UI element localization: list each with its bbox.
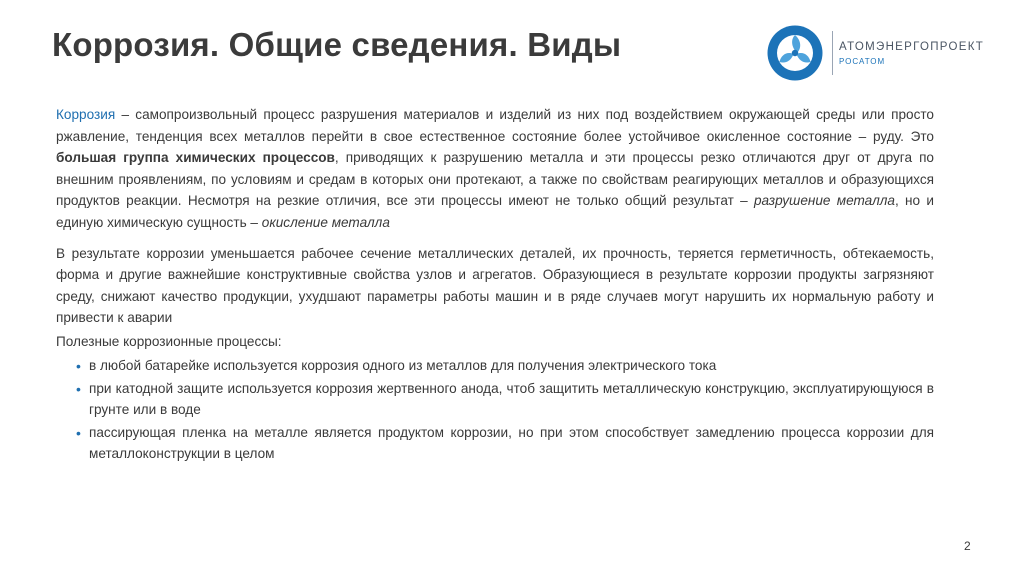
page-number: 2 <box>964 539 971 553</box>
useful-processes-heading: Полезные коррозионные процессы: <box>56 333 282 349</box>
definition-text-2: , приводящих к разрушению металла и эти процессы резко отличаются друг от друга по внешним проявлениям, по условиям и средам в которых они протекают, а также по свойствам реагирующих металлов и образующихся продуктов реакции. Несмотря на резкие отличия, все эти процессы имеют не только общий результат – <box>56 150 934 209</box>
definition-bold-phrase: большая группа химических процессов <box>56 150 335 166</box>
list-item-text: при катодной защите используется коррозия жертвенного анода, чтоб защитить металлическую конструкцию, эксплуатирующуюся в грунте или в воде <box>89 381 934 417</box>
logo-divider <box>832 31 833 75</box>
bullet-icon: • <box>76 425 81 442</box>
rosatom-atom-icon <box>766 24 824 82</box>
term-corrosion: Коррозия <box>56 107 116 122</box>
list-item <box>56 356 934 377</box>
definition-italic-2: окисление металла <box>261 214 390 230</box>
slide-body <box>56 104 934 464</box>
rosatom-logo <box>766 24 984 82</box>
useful-processes-list <box>56 356 934 465</box>
list-item-text: в любой батарейке используется коррозия одного из металлов для получения электрического тока <box>89 357 717 373</box>
bullet-icon: • <box>76 381 81 398</box>
definition-paragraph <box>56 104 934 234</box>
logo-company-name: АТОМЭНЕРГОПРОЕКТ <box>839 40 985 53</box>
logo-brand-name: РОСАТОМ <box>839 56 886 66</box>
bullet-icon: • <box>76 357 81 374</box>
definition-italic-1: разрушение металла <box>753 193 895 209</box>
consequences-paragraph: В результате коррозии уменьшается рабочее сечение металлических деталей, их прочность, теряется герметичность, обтекаемость, форма и другие важнейшие конструктивные свойства узлов и агрегатов. Образующиеся в результате коррозии продукты загрязняют среду, снижают качество продукции, ухудшают параметры работы машин и в ряде случаев могут нарушить их нормальную работу и привести к аварии <box>56 245 934 326</box>
definition-text-3: , но и единую химическую сущность – <box>56 193 934 230</box>
list-item-text: пассирующая пленка на металле является продуктом коррозии, но при этом способствует замедлению процесса коррозии для металлоконструкции в целом <box>89 425 934 461</box>
slide-title: Коррозия. Общие сведения. Виды <box>52 26 622 63</box>
definition-text-1: – самопроизвольный процесс разрушения материалов и изделий из них под воздействием окружающей среды или просто ржавление, тенденция всех металлов перейти в свое естественное состояние более устойчивое окисленное состояние – руду. Это <box>56 107 934 144</box>
list-item <box>56 379 934 420</box>
list-item <box>56 423 934 464</box>
